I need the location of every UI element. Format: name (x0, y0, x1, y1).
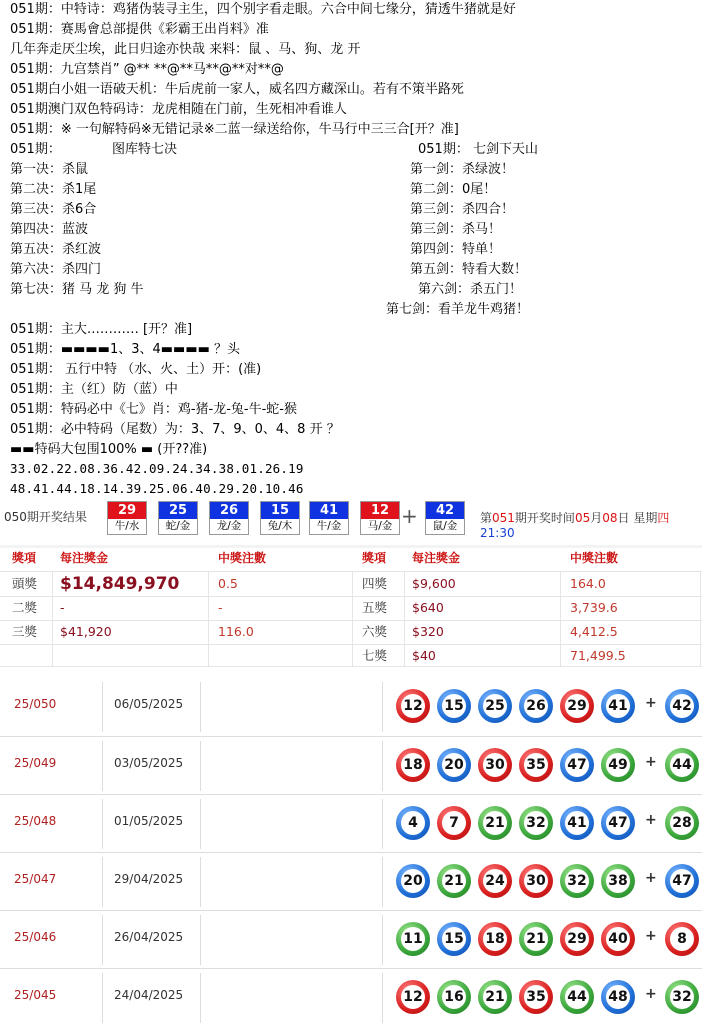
ball-number: 35 (524, 985, 548, 1009)
column-divider (382, 973, 383, 1023)
column-divider (382, 915, 383, 965)
left-block-issue: 051期： (10, 142, 61, 157)
ball-number: 48 (606, 985, 630, 1009)
history-date: 03/05/2025 (114, 756, 184, 770)
info-time: 21:30 (480, 526, 515, 540)
draw-ball-zodiac: 鼠/金 (432, 520, 458, 532)
lottery-ball (478, 922, 512, 956)
draw-ball-zodiac: 牛/金 (316, 520, 342, 532)
draw-info (480, 509, 702, 540)
special-ball (665, 980, 699, 1014)
history-issue: 25/046 (14, 930, 57, 944)
left-block-item: 第六决：杀四门 (10, 262, 102, 277)
lottery-ball (396, 864, 430, 898)
lottery-ball (519, 980, 553, 1014)
draw-ball-zodiac: 蛇/金 (165, 520, 191, 532)
prize-header: 中獎注數 (218, 551, 267, 565)
right-block-header: 051期： 七剑下天山 (418, 142, 538, 157)
prize-name: 頭獎 (12, 576, 38, 591)
right-block-item: 第三剑：杀马！ (410, 222, 502, 237)
lottery-ball (396, 689, 430, 723)
lottery-ball (396, 806, 430, 840)
prize-name: 三獎 (12, 624, 38, 639)
ball-number: 47 (670, 869, 694, 893)
ball-number: 12 (401, 694, 425, 718)
right-block-item: 第四剑：特单！ (410, 242, 502, 257)
col-divider (560, 571, 561, 667)
lottery-ball (396, 748, 430, 782)
ball-number: 11 (401, 927, 425, 951)
ball-number: 47 (565, 753, 589, 777)
right-block-item: 第三剑：杀四合！ (410, 202, 515, 217)
prize-header: 中獎注數 (570, 551, 619, 565)
left-block-item: 第二决：杀1尾 (10, 182, 97, 197)
lottery-ball (437, 689, 471, 723)
column-divider (382, 682, 383, 732)
draw-label: 050期开奖结果 (4, 510, 87, 524)
text-line: 051期澳门双色特码诗：龙虎相随在门前，生死相冲看谁人 (10, 102, 347, 117)
special-ball (665, 748, 699, 782)
plus-sign: + (645, 870, 657, 886)
ball-number: 29 (565, 927, 589, 951)
prize-amount: $40 (412, 648, 436, 663)
lottery-ball (437, 806, 471, 840)
draw-ball-zodiac: 马/金 (367, 520, 393, 532)
prize-table (0, 545, 702, 667)
prize-amount: $41,920 (60, 624, 112, 639)
draw-result-strip (0, 500, 702, 540)
column-divider (102, 973, 103, 1023)
lottery-ball (560, 806, 594, 840)
special-ball (665, 806, 699, 840)
history-date: 01/05/2025 (114, 814, 184, 828)
lottery-ball (437, 922, 471, 956)
lottery-ball (601, 980, 635, 1014)
ball-number: 29 (565, 694, 589, 718)
prize-header: 獎項 (362, 551, 387, 565)
prize-name: 七獎 (362, 648, 388, 663)
plus-sign: + (645, 928, 657, 944)
lottery-ball (560, 922, 594, 956)
col-divider (404, 571, 405, 667)
prize-row (0, 572, 702, 596)
info-prefix: 第 (480, 511, 493, 525)
right-block-item: 第五剑：特看大数！ (410, 262, 528, 277)
row-divider (0, 571, 702, 572)
prize-amount: - (60, 600, 65, 615)
prize-count: - (218, 600, 223, 615)
text-line: 051期：▬▬▬▬1、3、4▬▬▬▬ ？头 (10, 342, 241, 357)
draw-ball-number: 42 (426, 502, 464, 519)
ball-number: 12 (401, 985, 425, 1009)
prize-name: 四獎 (362, 576, 388, 591)
column-divider (200, 973, 201, 1023)
right-block-item: 第一剑：杀绿波！ (410, 162, 515, 177)
plus-sign: + (645, 754, 657, 770)
left-block-item: 第三决：杀6合 (10, 202, 97, 217)
draw-ball-extra (425, 501, 465, 535)
plus-sign: + (645, 812, 657, 828)
left-block-title: 图库特七决 (112, 142, 178, 157)
ball-number: 35 (524, 753, 548, 777)
ball-number: 28 (670, 811, 694, 835)
history-date: 29/04/2025 (114, 872, 184, 886)
history-issue: 25/049 (14, 756, 57, 770)
prize-amount: $320 (412, 624, 444, 639)
draw-ball-number: 15 (261, 502, 299, 519)
ball-number: 8 (670, 927, 694, 951)
ball-number: 4 (401, 811, 425, 835)
draw-ball-number: 25 (159, 502, 197, 519)
ball-number: 24 (483, 869, 507, 893)
ball-number: 21 (524, 927, 548, 951)
ball-number: 26 (524, 694, 548, 718)
ball-number: 41 (565, 811, 589, 835)
ball-number: 25 (483, 694, 507, 718)
lottery-ball (519, 806, 553, 840)
text-line: 051期：赛馬會总部提供《彩霸王出肖料》准 (10, 22, 269, 37)
lottery-ball (478, 806, 512, 840)
left-block-item: 第四决：蓝波 (10, 222, 89, 237)
right-block-item: 第六剑：杀五门！ (418, 282, 523, 297)
draw-ball (158, 501, 198, 535)
draw-ball-number: 12 (361, 502, 399, 519)
lottery-ball (478, 864, 512, 898)
draw-ball-number: 29 (108, 502, 146, 519)
draw-ball-number: 26 (210, 502, 248, 519)
special-ball (665, 689, 699, 723)
lottery-ball (519, 748, 553, 782)
row-divider (0, 666, 702, 667)
lottery-ball (601, 806, 635, 840)
prize-header: 獎項 (12, 551, 37, 565)
ball-number: 32 (670, 985, 694, 1009)
column-divider (200, 857, 201, 907)
number-row: 48.41.44.18.14.39.25.06.40.29.20.10.46 (10, 481, 304, 496)
column-divider (200, 799, 201, 849)
ball-number: 41 (606, 694, 630, 718)
text-line: 051期白小姐一语破天机：牛后虎前一家人，威名四方藏深山。若有不策半路死 (10, 82, 464, 97)
text-line: 051期：中特诗：鸡猪伪装寻主生，四个别字看走眼。六合中间七缘分，猜透牛猪就是好 (10, 2, 516, 17)
col-divider (208, 571, 209, 667)
lottery-ball (560, 748, 594, 782)
ball-number: 18 (483, 927, 507, 951)
ball-number: 20 (401, 869, 425, 893)
ball-number: 38 (606, 869, 630, 893)
draw-ball (309, 501, 349, 535)
lottery-ball (601, 864, 635, 898)
lottery-ball (396, 980, 430, 1014)
ball-number: 49 (606, 753, 630, 777)
text-line: ▬▬特码大包围100% ▬ (开??准) (10, 442, 208, 457)
plus-sign: + (645, 695, 657, 711)
prize-row (0, 596, 702, 620)
column-divider (102, 857, 103, 907)
info-issue: 051 (492, 511, 515, 525)
lottery-ball (437, 864, 471, 898)
lottery-ball (601, 922, 635, 956)
ball-number: 7 (442, 811, 466, 835)
info-day: 08 (602, 511, 618, 525)
lottery-ball (478, 689, 512, 723)
lottery-ball (437, 980, 471, 1014)
ball-number: 15 (442, 927, 466, 951)
ball-number: 30 (524, 869, 548, 893)
info-m: 月 (590, 511, 603, 525)
ball-number: 40 (606, 927, 630, 951)
special-ball (665, 922, 699, 956)
column-divider (200, 915, 201, 965)
column-divider (200, 741, 201, 791)
left-block-item: 第五决：杀红波 (10, 242, 102, 257)
lottery-ball (601, 748, 635, 782)
draw-ball (360, 501, 400, 535)
history-row (0, 678, 702, 736)
ball-number: 18 (401, 753, 425, 777)
lottery-ball (601, 689, 635, 723)
history-issue: 25/050 (14, 697, 57, 711)
history-row (0, 910, 702, 969)
column-divider (102, 799, 103, 849)
lottery-ball (560, 980, 594, 1014)
history-date: 06/05/2025 (114, 697, 184, 711)
history-issue: 25/045 (14, 988, 57, 1002)
draw-ball-zodiac: 牛/水 (114, 520, 140, 532)
prize-amount: $640 (412, 600, 444, 615)
ball-number: 32 (524, 811, 548, 835)
left-block-item: 第七决：猪 马 龙 狗 牛 (10, 282, 144, 297)
lottery-ball (519, 689, 553, 723)
column-divider (200, 682, 201, 732)
number-row: 33.02.22.08.36.42.09.24.34.38.01.26.19 (10, 461, 304, 476)
ball-number: 44 (670, 753, 694, 777)
prize-count: 71,499.5 (570, 648, 626, 663)
ball-number: 44 (565, 985, 589, 1009)
column-divider (102, 915, 103, 965)
draw-ball-zodiac: 龙/金 (216, 520, 242, 532)
info-month: 05 (574, 511, 591, 525)
lottery-ball (478, 980, 512, 1014)
info-week: 四 (657, 511, 670, 525)
text-line: 051期： 五行中特 （水、火、土）开：(准) (10, 362, 262, 377)
ball-number: 32 (565, 869, 589, 893)
lottery-ball (437, 748, 471, 782)
ball-number: 21 (442, 869, 466, 893)
history-date: 24/04/2025 (114, 988, 184, 1002)
ball-number: 21 (483, 985, 507, 1009)
ball-number: 42 (670, 694, 694, 718)
column-divider (102, 741, 103, 791)
ball-number: 15 (442, 694, 466, 718)
prize-header: 每注獎金 (412, 551, 461, 565)
history-date: 26/04/2025 (114, 930, 184, 944)
right-block-item: 第七剑：看羊龙牛鸡猪！ (386, 302, 530, 317)
text-line: 051期：主（红）防（蓝）中 (10, 382, 178, 397)
draw-ball (260, 501, 300, 535)
prize-row (0, 644, 702, 668)
ball-number: 47 (606, 811, 630, 835)
prize-count: 116.0 (218, 624, 254, 639)
draw-ball-zodiac: 兔/木 (267, 520, 293, 532)
lottery-ball (478, 748, 512, 782)
lottery-ball (560, 864, 594, 898)
text-line: 051期：主大………… [开？准] (10, 322, 193, 337)
ball-number: 20 (442, 753, 466, 777)
prize-row (0, 620, 702, 644)
text-line: 051期：※ 一句解特码※无错记录※二蓝一绿送给你，牛马行中三三合[开？准] (10, 122, 459, 137)
info-d: 日 星期 (617, 511, 658, 525)
row-divider (0, 644, 702, 645)
prize-name: 二獎 (12, 600, 38, 615)
left-block-item: 第一决：杀鼠 (10, 162, 89, 177)
text-line: 051期：九宫禁肖” @** **@**马**@**对**@ (10, 62, 284, 77)
column-divider (382, 857, 383, 907)
col-divider (352, 571, 353, 667)
info-mid: 期开奖时间 (514, 511, 575, 525)
ball-number: 30 (483, 753, 507, 777)
prize-count: 0.5 (218, 576, 238, 591)
plus-sign: + (645, 986, 657, 1002)
column-divider (102, 682, 103, 732)
col-divider (52, 571, 53, 667)
prize-name: 六獎 (362, 624, 388, 639)
text-line: 051期：必中特码（尾数）为：3、7、9、0、4、8 开 ？ (10, 422, 340, 437)
draw-ball (209, 501, 249, 535)
col-divider (700, 571, 701, 667)
draw-ball-number: 41 (310, 502, 348, 519)
lottery-ball (519, 864, 553, 898)
lottery-ball (560, 689, 594, 723)
prize-count: 3,739.6 (570, 600, 618, 615)
column-divider (382, 741, 383, 791)
special-ball (665, 864, 699, 898)
right-block-item: 第二剑：0尾！ (410, 182, 497, 197)
prize-count: 4,412.5 (570, 624, 618, 639)
draw-ball (107, 501, 147, 535)
text-line: 几年奔走厌尘埃，此日归途亦快哉 来料：鼠 、马、狗、龙 开 (10, 42, 361, 57)
column-divider (382, 799, 383, 849)
history-row (0, 794, 702, 853)
ball-number: 16 (442, 985, 466, 1009)
prize-amount: $9,600 (412, 576, 456, 591)
plus-sign: + (401, 504, 418, 528)
text-line: 051期：特码必中《七》肖：鸡-猪-龙-兔-牛-蛇-猴 (10, 402, 297, 417)
history-row (0, 852, 702, 911)
row-divider (0, 596, 702, 597)
ball-number: 21 (483, 811, 507, 835)
history-issue: 25/048 (14, 814, 57, 828)
lottery-ball (519, 922, 553, 956)
history-row (0, 968, 702, 1027)
prize-amount: $14,849,970 (60, 574, 180, 594)
prize-header: 每注獎金 (60, 551, 109, 565)
lottery-ball (396, 922, 430, 956)
history-row (0, 736, 702, 795)
row-divider (0, 620, 702, 621)
prize-name: 五獎 (362, 600, 388, 615)
prize-count: 164.0 (570, 576, 606, 591)
history-issue: 25/047 (14, 872, 57, 886)
